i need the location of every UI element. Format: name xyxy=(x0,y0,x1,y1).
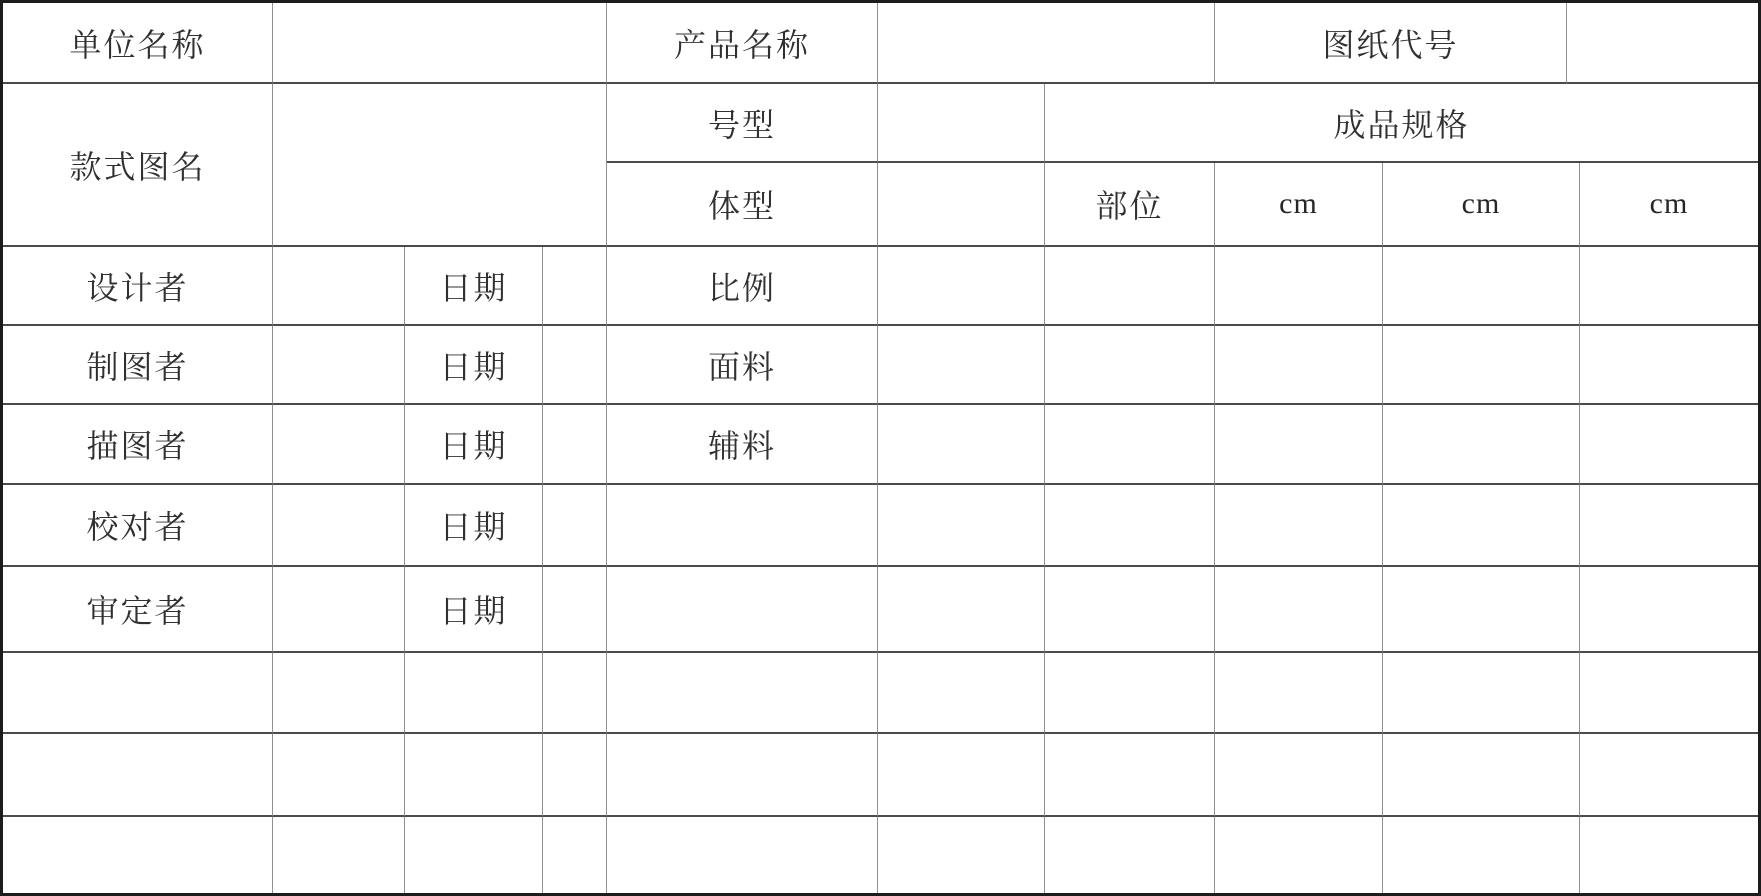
spec-cm-cell xyxy=(1580,567,1758,653)
draftsman-date-cell xyxy=(543,326,607,405)
designer-label: 设计者 xyxy=(3,247,273,326)
spec-part-cell xyxy=(1045,485,1215,567)
spec-part-cell xyxy=(1045,817,1215,893)
spec-cm-cell xyxy=(1383,653,1580,734)
size-type-value xyxy=(878,84,1045,163)
product-name-label: 产品名称 xyxy=(607,3,878,84)
scale-value-cell xyxy=(878,247,1045,326)
empty-cell xyxy=(878,734,1045,817)
cm-header: cm xyxy=(1383,163,1580,247)
tracer-date-cell xyxy=(543,405,607,485)
body-type-label: 体型 xyxy=(607,163,878,247)
fabric-value-cell xyxy=(878,326,1045,405)
empty-cell xyxy=(607,817,878,893)
spec-cm-cell xyxy=(1215,567,1383,653)
spec-part-cell xyxy=(1045,405,1215,485)
date-label: 日期 xyxy=(405,326,543,405)
spec-part-cell xyxy=(1045,734,1215,817)
empty-cell xyxy=(3,653,273,734)
empty-cell xyxy=(543,817,607,893)
date-label: 日期 xyxy=(405,247,543,326)
finished-spec-header: 成品规格 xyxy=(1045,84,1758,163)
spec-cm-cell xyxy=(1215,405,1383,485)
size-type-label: 号型 xyxy=(607,84,878,163)
proofreader-name-cell xyxy=(273,485,405,567)
style-name-value xyxy=(273,84,607,247)
spec-part-cell xyxy=(1045,326,1215,405)
empty-cell xyxy=(878,653,1045,734)
spec-cm-cell xyxy=(1580,817,1758,893)
spec-cm-cell xyxy=(1580,734,1758,817)
empty-cell xyxy=(543,653,607,734)
empty-cell xyxy=(543,734,607,817)
tracer-label: 描图者 xyxy=(3,405,273,485)
spec-cm-cell xyxy=(1215,326,1383,405)
drawing-code-label: 图纸代号 xyxy=(1215,3,1567,84)
tracer-name-cell xyxy=(273,405,405,485)
spec-cm-cell xyxy=(1383,567,1580,653)
empty-cell xyxy=(607,485,878,567)
spec-part-cell xyxy=(1045,247,1215,326)
empty-cell xyxy=(607,653,878,734)
spec-cm-cell xyxy=(1580,326,1758,405)
spec-cm-cell xyxy=(1215,485,1383,567)
date-label: 日期 xyxy=(405,485,543,567)
spec-cm-cell xyxy=(1215,653,1383,734)
empty-cell xyxy=(273,817,405,893)
accessories-label: 辅料 xyxy=(607,405,878,485)
empty-cell xyxy=(405,817,543,893)
spec-cm-cell xyxy=(1383,326,1580,405)
spec-cm-cell xyxy=(1383,734,1580,817)
date-label: 日期 xyxy=(405,405,543,485)
body-type-value xyxy=(878,163,1045,247)
part-header: 部位 xyxy=(1045,163,1215,247)
empty-cell xyxy=(3,817,273,893)
empty-cell xyxy=(3,734,273,817)
proofreader-date-cell xyxy=(543,485,607,567)
fabric-label: 面料 xyxy=(607,326,878,405)
designer-name-cell xyxy=(273,247,405,326)
spec-cm-cell xyxy=(1215,817,1383,893)
spec-cm-cell xyxy=(1580,653,1758,734)
spec-cm-cell xyxy=(1383,247,1580,326)
empty-cell xyxy=(878,567,1045,653)
designer-date-cell xyxy=(543,247,607,326)
empty-cell xyxy=(273,653,405,734)
spec-part-cell xyxy=(1045,567,1215,653)
cm-header: cm xyxy=(1215,163,1383,247)
draftsman-label: 制图者 xyxy=(3,326,273,405)
unit-name-value xyxy=(273,3,607,84)
spec-cm-cell xyxy=(1383,817,1580,893)
spec-cm-cell xyxy=(1215,247,1383,326)
empty-cell xyxy=(405,653,543,734)
approver-label: 审定者 xyxy=(3,567,273,653)
approver-date-cell xyxy=(543,567,607,653)
accessories-value-cell xyxy=(878,405,1045,485)
spec-cm-cell xyxy=(1580,405,1758,485)
spec-cm-cell xyxy=(1580,247,1758,326)
draftsman-name-cell xyxy=(273,326,405,405)
empty-cell xyxy=(878,817,1045,893)
empty-cell xyxy=(607,734,878,817)
cm-header: cm xyxy=(1580,163,1758,247)
style-name-label: 款式图名 xyxy=(3,84,273,247)
spec-cm-cell xyxy=(1580,485,1758,567)
spec-cm-cell xyxy=(1383,485,1580,567)
date-label: 日期 xyxy=(405,567,543,653)
empty-cell xyxy=(607,567,878,653)
spec-cm-cell xyxy=(1215,734,1383,817)
empty-cell xyxy=(273,734,405,817)
spec-part-cell xyxy=(1045,653,1215,734)
empty-cell xyxy=(878,485,1045,567)
drawing-code-value xyxy=(1567,3,1758,84)
spec-cm-cell xyxy=(1383,405,1580,485)
approver-name-cell xyxy=(273,567,405,653)
proofreader-label: 校对者 xyxy=(3,485,273,567)
empty-cell xyxy=(405,734,543,817)
scale-label: 比例 xyxy=(607,247,878,326)
product-name-value xyxy=(878,3,1215,84)
unit-name-label: 单位名称 xyxy=(3,3,273,84)
